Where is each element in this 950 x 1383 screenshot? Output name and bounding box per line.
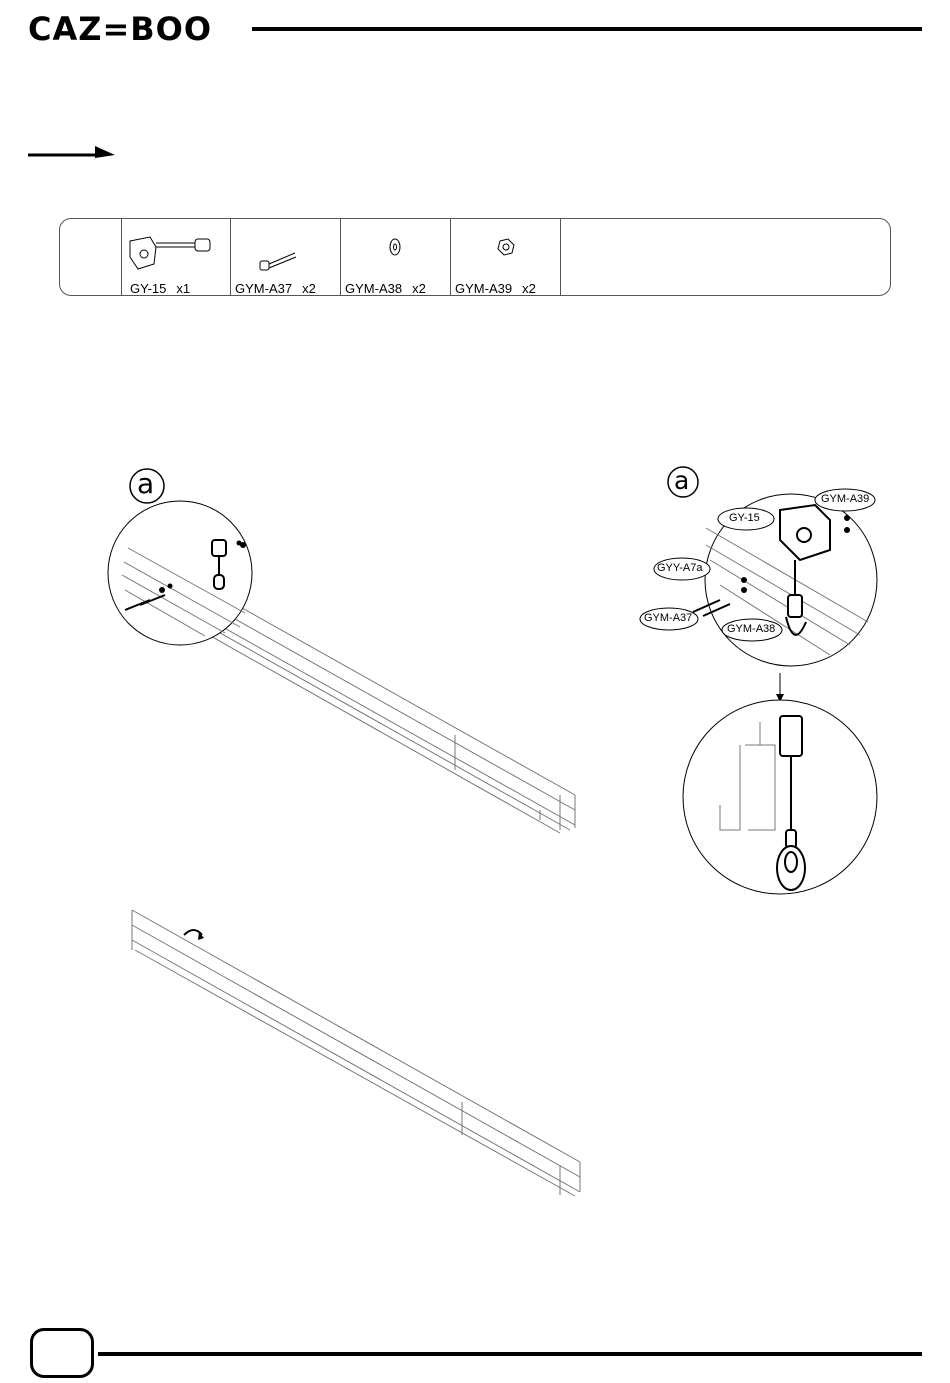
detail-connector-arrow (776, 673, 784, 702)
gas-strut-bracket-icon (130, 237, 210, 269)
detail-circle-left (108, 501, 252, 645)
rail-illustration-lower (132, 910, 580, 1196)
nut-icon (498, 239, 514, 255)
step-arrow-icon (28, 146, 115, 158)
part-label-gy-15: GY-15 x1 (130, 281, 191, 296)
callout-gym-a38: GYM-A38 (727, 623, 776, 635)
detail-circle-right-bottom (683, 700, 877, 894)
part-label-gym-a39: GYM-A39 x2 (455, 281, 536, 296)
callout-gy-15: GY-15 (729, 512, 760, 524)
parts-table (59, 218, 891, 296)
part-label-gym-a37: GYM-A37 x2 (235, 281, 316, 296)
callout-gym-a39: GYM-A39 (821, 493, 870, 505)
part-label-gym-a38: GYM-A38 x2 (345, 281, 426, 296)
washer-icon (390, 239, 400, 255)
footer-rule (98, 1352, 922, 1356)
callout-gyy-a7a: GYY-A7a (657, 562, 703, 574)
callout-gym-a37: GYM-A37 (644, 612, 693, 624)
page-number-box (30, 1328, 94, 1378)
bolt-icon (260, 253, 296, 270)
step-letter-right: a (674, 466, 690, 495)
step-letter-left: a (137, 467, 155, 500)
brand-logo: CAZ=BOO (28, 10, 213, 48)
